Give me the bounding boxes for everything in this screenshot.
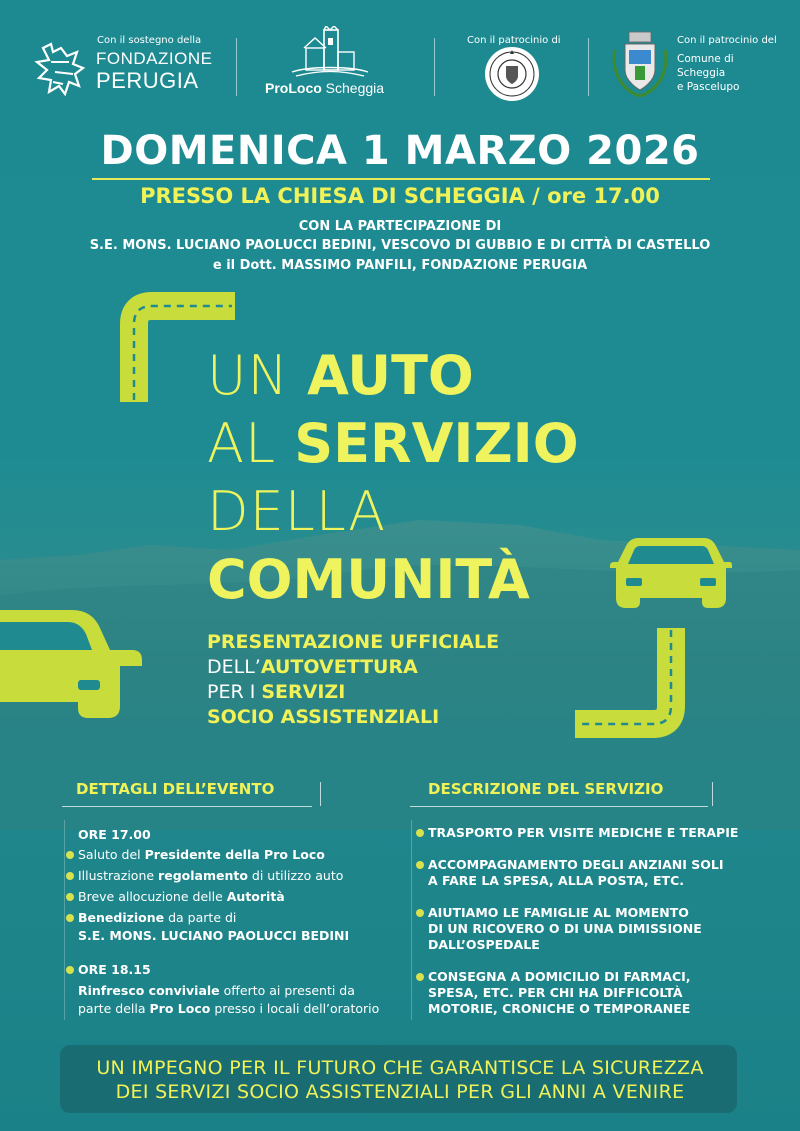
presentation-line-1: PRESENTAZIONE UFFICIALE bbox=[207, 631, 500, 653]
service-item: CONSEGNA A DOMICILIO DI FARMACI, SPESA, ETC. PER CHI HA DIFFICOLTÀ MOTORIE, CRONICHE O TEMPORANEE bbox=[416, 969, 691, 1017]
details-underline bbox=[62, 806, 312, 807]
fondazione-perugia-name: FONDAZIONE PERUGIA bbox=[96, 49, 213, 93]
presentation-line-4: SOCIO ASSISTENZIALI bbox=[207, 706, 440, 728]
date-underline bbox=[92, 178, 710, 180]
divider bbox=[434, 38, 435, 96]
car-left-icon bbox=[0, 598, 145, 723]
details-bracket bbox=[320, 782, 321, 806]
presentation-line-3: PER I SERVIZI bbox=[207, 681, 346, 703]
event-date: DOMENICA 1 MARZO 2026 bbox=[100, 128, 700, 174]
comune-caption: Con il patrocinio del bbox=[677, 35, 777, 46]
service-item: ACCOMPAGNAMENTO DEGLI ANZIANI SOLI A FARE LA SPESA, ALLA POSTA, ETC. bbox=[416, 857, 724, 889]
service-side-line bbox=[411, 820, 412, 1020]
event-item: Breve allocuzione delle Autorità bbox=[66, 888, 285, 906]
griffin-logo-icon bbox=[33, 42, 89, 100]
title-line-1: UN AUTO bbox=[207, 344, 474, 407]
event-time-1: ORE 17.00 bbox=[78, 827, 151, 842]
event-place: PRESSO LA CHIESA DI SCHEGGIA / ore 17.00 bbox=[140, 184, 660, 208]
bullet-icon bbox=[66, 893, 74, 901]
participation-intro: CON LA PARTECIPAZIONE DI bbox=[298, 219, 502, 234]
castle-logo-icon bbox=[290, 26, 370, 80]
title-line-3: DELLA bbox=[207, 480, 387, 543]
comune-name: Comune di Scheggia e Pascelupo bbox=[677, 53, 740, 93]
rinfresco-line-2: parte della Pro Loco presso i locali dell’oratorio bbox=[78, 1001, 380, 1016]
presentation-line-2: DELL’AUTOVETTURA bbox=[207, 656, 418, 678]
title-line-4: COMUNITÀ bbox=[207, 548, 530, 611]
blessing-by: S.E. MONS. LUCIANO PAOLUCCI BEDINI bbox=[78, 928, 350, 943]
details-heading: DETTAGLI DELL’EVENTO bbox=[76, 780, 275, 798]
banner-line-1: UN IMPEGNO PER IL FUTURO CHE GARANTISCE LA SICUREZZA bbox=[96, 1057, 704, 1079]
car-right-icon bbox=[610, 536, 732, 611]
service-bracket bbox=[712, 782, 713, 806]
bullet-icon bbox=[66, 851, 74, 859]
road-bottom-right bbox=[575, 628, 685, 738]
bullet-icon bbox=[416, 909, 424, 917]
patrocinio-caption: Con il patrocinio di bbox=[467, 35, 561, 46]
title-line-2: AL SERVIZIO bbox=[207, 412, 579, 475]
divider bbox=[236, 38, 237, 96]
fondazione-caption: Con il sostegno della bbox=[97, 35, 202, 46]
event-item: Benedizione da parte di bbox=[66, 909, 236, 927]
service-item: TRASPORTO PER VISITE MEDICHE E TERAPIE bbox=[416, 825, 738, 841]
bullet-icon bbox=[416, 973, 424, 981]
banner-line-2: DEI SERVIZI SOCIO ASSISTENZIALI PER GLI ANNI A VENIRE bbox=[115, 1081, 685, 1103]
proloco-scheggia-name: ProLoco Scheggia bbox=[265, 80, 385, 96]
divider bbox=[588, 38, 589, 96]
bullet-icon bbox=[66, 914, 74, 922]
rinfresco-line-1: Rinfresco conviviale offerto ai presenti da bbox=[78, 983, 355, 998]
diocese-seal-icon bbox=[484, 46, 540, 102]
bullet-icon bbox=[66, 966, 74, 974]
bullet-icon bbox=[66, 872, 74, 880]
event-item: Saluto del Presidente della Pro Loco bbox=[66, 846, 325, 864]
service-item: AIUTIAMO LE FAMIGLIE AL MOMENTO DI UN RICOVERO O DI UNA DIMISSIONE DALL’OSPEDALE bbox=[416, 905, 702, 953]
comune-coat-of-arms-icon bbox=[611, 30, 669, 102]
participation-bishop: S.E. MONS. LUCIANO PAOLUCCI BEDINI, VESCOVO DI GUBBIO E DI CITTÀ DI CASTELLO bbox=[89, 238, 711, 253]
service-underline bbox=[410, 806, 708, 807]
event-time-2-row: ORE 18.15 bbox=[66, 961, 151, 979]
bullet-icon bbox=[416, 829, 424, 837]
details-side-line bbox=[64, 820, 65, 1020]
bullet-icon bbox=[416, 861, 424, 869]
service-heading: DESCRIZIONE DEL SERVIZIO bbox=[428, 780, 664, 798]
sponsor-header bbox=[0, 0, 800, 110]
participation-panfili: e il Dott. MASSIMO PANFILI, FONDAZIONE PERUGIA bbox=[212, 258, 588, 273]
event-item: Illustrazione regolamento di utilizzo auto bbox=[66, 867, 343, 885]
